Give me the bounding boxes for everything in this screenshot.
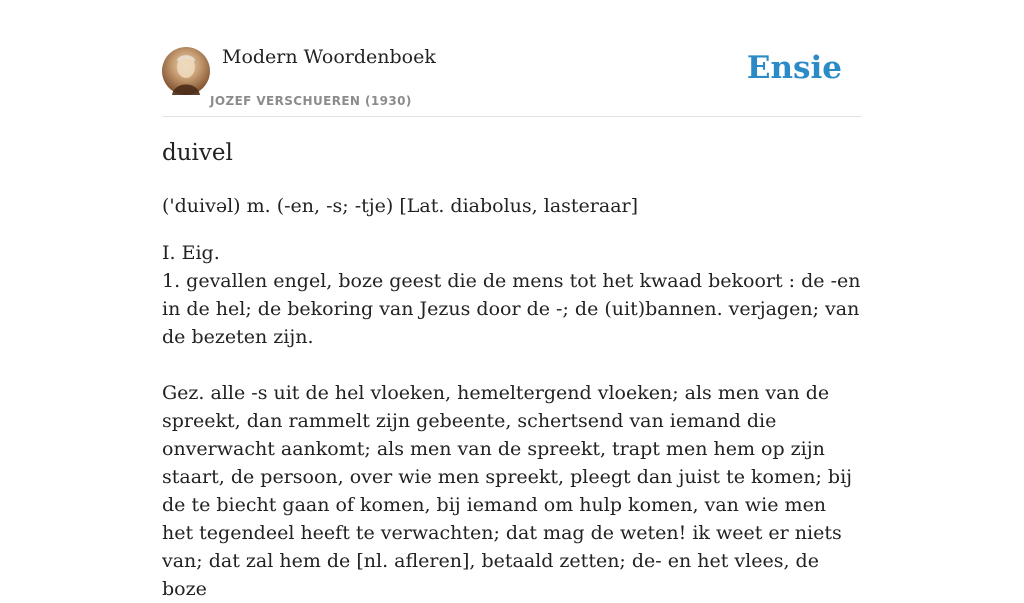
author-name[interactable]: JOZEF VERSCHUEREN (1930) [210, 94, 412, 108]
book-title[interactable]: Modern Woordenboek [222, 46, 436, 68]
entry-section-label: I. Eig. [162, 242, 220, 264]
entry-headword: duivel [162, 140, 233, 166]
brand-logo[interactable]: Ensie [746, 50, 842, 86]
page [162, 0, 862, 600]
author-portrait-icon [162, 47, 210, 95]
author-avatar[interactable] [162, 47, 210, 95]
header [162, 0, 862, 117]
entry-pronunciation: ('duivəl) m. (-en, -s; -tje) [Lat. diabolus, lasteraar] [162, 195, 639, 217]
paragraph-gap [162, 351, 862, 379]
entry-body [162, 239, 862, 603]
entry-expressions: Gez. alle -s uit de hel vloeken, hemeltergend vloeken; als men van de spreekt, dan rammelt zijn gebeente, schertsend van iemand die onverwacht aankomt; als men van de spreekt, trapt men hem op zijn staart, de persoon, over wie men spreekt, pleegt dan juist te komen; bij de te biecht gaan of komen, bij iemand om hulp komen, van wie men het tegendeel heeft te verwachten; dat mag de weten! ik weet er niets van; dat zal hem de [nl. afleren], betaald zetten; de- en het vlees, de boze [162, 382, 853, 600]
entry-definition: 1. gevallen engel, boze geest die de mens tot het kwaad bekoort : de -en in de hel; de bekoring van Jezus door de -; de (uit)bannen. verjagen; van de bezeten zijn. [162, 270, 861, 348]
